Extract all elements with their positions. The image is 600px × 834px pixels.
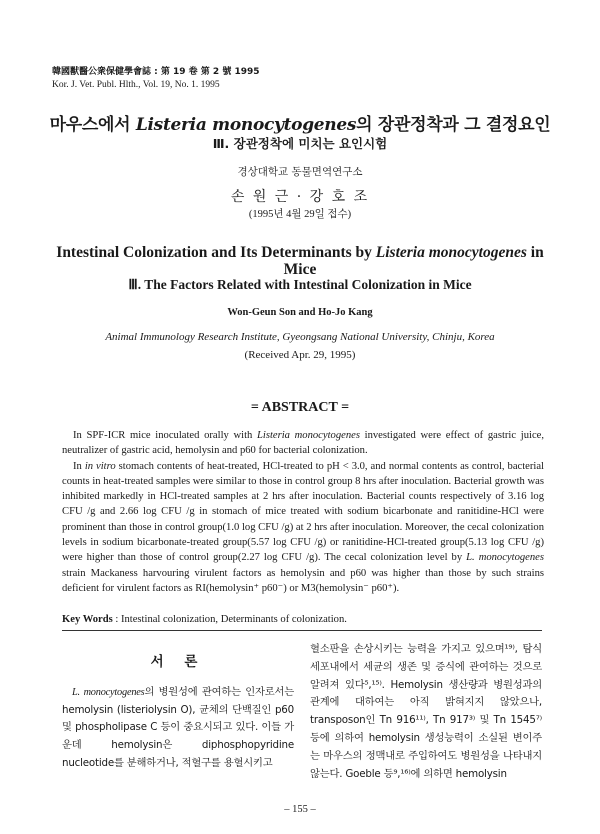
page-number: – 155 – [284,804,316,815]
english-authors: Won-Geun Son and Ho-Jo Kang [227,307,373,318]
journal-citation [52,66,260,92]
abstract-text: In SPF-ICR mice inoculated orally with [73,430,257,441]
korean-subtitle: Ⅲ. 장관정착에 미치는 요인시험 [212,136,388,151]
keywords-label: Key Words [62,614,113,625]
abstract-in-vitro: in vitro [84,460,116,472]
english-title-post: in Mice [283,244,544,278]
abstract-heading: = ABSTRACT = [250,400,350,415]
divider [62,630,542,631]
abstract-text: stomach contents of heat-treated, HCl-treated to pH < 3.0, and normal contents as control, bacterial counts in heat-treated samples were similar to those in control group 8 hrs after inoculation. Bacterial growth was inhibited markedly in HCl-treated samples at 2 hrs after inoculation. Bacterial counts respectively of 3.16 log CFU /g and 2.66 log CFU /g in stomach of mice treated with sodium bicarbonate and ranitidine-HCl were prominent than those in control group(1.0 log CFU /g) at 2 hrs after inoculation. Moreover, the cecal colonization levels in sodium bicarbonate-treated group(5.57 log CFU /g) or ranitidine-HCl-treated group(5.13 log CFU /g) were higher than those of control group(2.27 log CFU /g). The cecal colonization level by [62,460,544,564]
abstract-text: investigated were effect of gastric juice, neutralizer of gastric acid, hemolysin and p60 for bacterial colonization. [62,430,544,457]
body-species: L. monocytogenes [72,686,145,698]
abstract-species: Listeria monocytogenes [257,430,360,441]
abstract-text: strain Mackaness harvouring virulent factors as hemolysin and p60 was higher than those by such strains deficient for virulent factors as RI(hemolysin⁺ p60⁻) or M3(hemolysin⁻ p60⁺). [62,567,544,594]
korean-title-pre: 마우스에서 [49,115,136,135]
english-institution: Animal Immunology Research Institute, Gyeongsang National University, Chinju, Korea [105,331,495,343]
abstract-species: L. monocytogenes [466,552,544,564]
journal-citation-korean: 韓國獸醫公衆保健學會誌 : 第 19 卷 第 2 號 1995 [52,67,260,77]
korean-institution: 경상대학교 동물면역연구소 [237,166,363,178]
korean-authors: 손 원 근 · 강 호 조 [230,189,370,205]
abstract-text: In [73,460,85,472]
korean-title-post: 의 장관정착과 그 결정요인 [356,115,551,135]
body-paragraph: 혈소판을 손상시키는 능력을 가지고 있으며¹⁹⁾, 탐식세포내에서 세균의 생존 및 증식에 관여하는 것으로 알려져 있다⁵,¹⁵⁾. Hemolysin 생산량과 병원성과의 관계에 대하여는 아직 밝혀지지 않았으나, transposon인 Tn 916¹¹⁾, Tn 917³⁾ 및 Tn 1545⁷⁾ 등에 의하여 hemolysin 생성능력이 소실된 변이주는 마우스의 정맥내로 주입하여도 병원성을 나타내지 않는다. Goeble 등⁹,¹⁶⁾에 의하면 hemolysin [310,643,542,780]
english-title [40,244,560,278]
body-column-left [62,640,294,773]
keywords-text: : Intestinal colonization, Determinants of colonization. [112,614,347,625]
english-subtitle: Ⅲ. The Factors Related with Intestinal Colonization in Mice [128,277,472,292]
abstract-paragraph-2 [62,459,544,597]
english-received-date: (Received Apr. 29, 1995) [244,349,356,361]
korean-title [0,110,600,135]
body-paragraph [62,684,294,773]
korean-title-species: Listeria monocytogenes [135,115,357,135]
journal-citation-english: Kor. J. Vet. Publ. Hlth., Vol. 19, No. 1. 1995 [52,80,220,90]
keywords [62,614,544,625]
korean-received-date: (1995년 4월 29일 접수) [248,209,352,220]
english-title-pre: Intestinal Colonization and Its Determinants by [56,244,376,261]
body-column-right [310,641,542,783]
abstract-body [62,428,544,596]
section-heading-introduction: 서 론 [150,654,206,670]
english-title-species: Listeria monocytogenes [375,244,527,261]
body-text: 의 병원성에 관여하는 인자로서는 hemolysin (listeriolysin O), 균체의 단백질인 p60 및 phospholipase C 등이 중요시되고 있다. 이들 가운데 hemolysin은 diphosphopyridine nucleotide를 분해하거나, 적혈구를 용혈시키고 [62,685,294,769]
abstract-paragraph-1 [62,428,544,459]
